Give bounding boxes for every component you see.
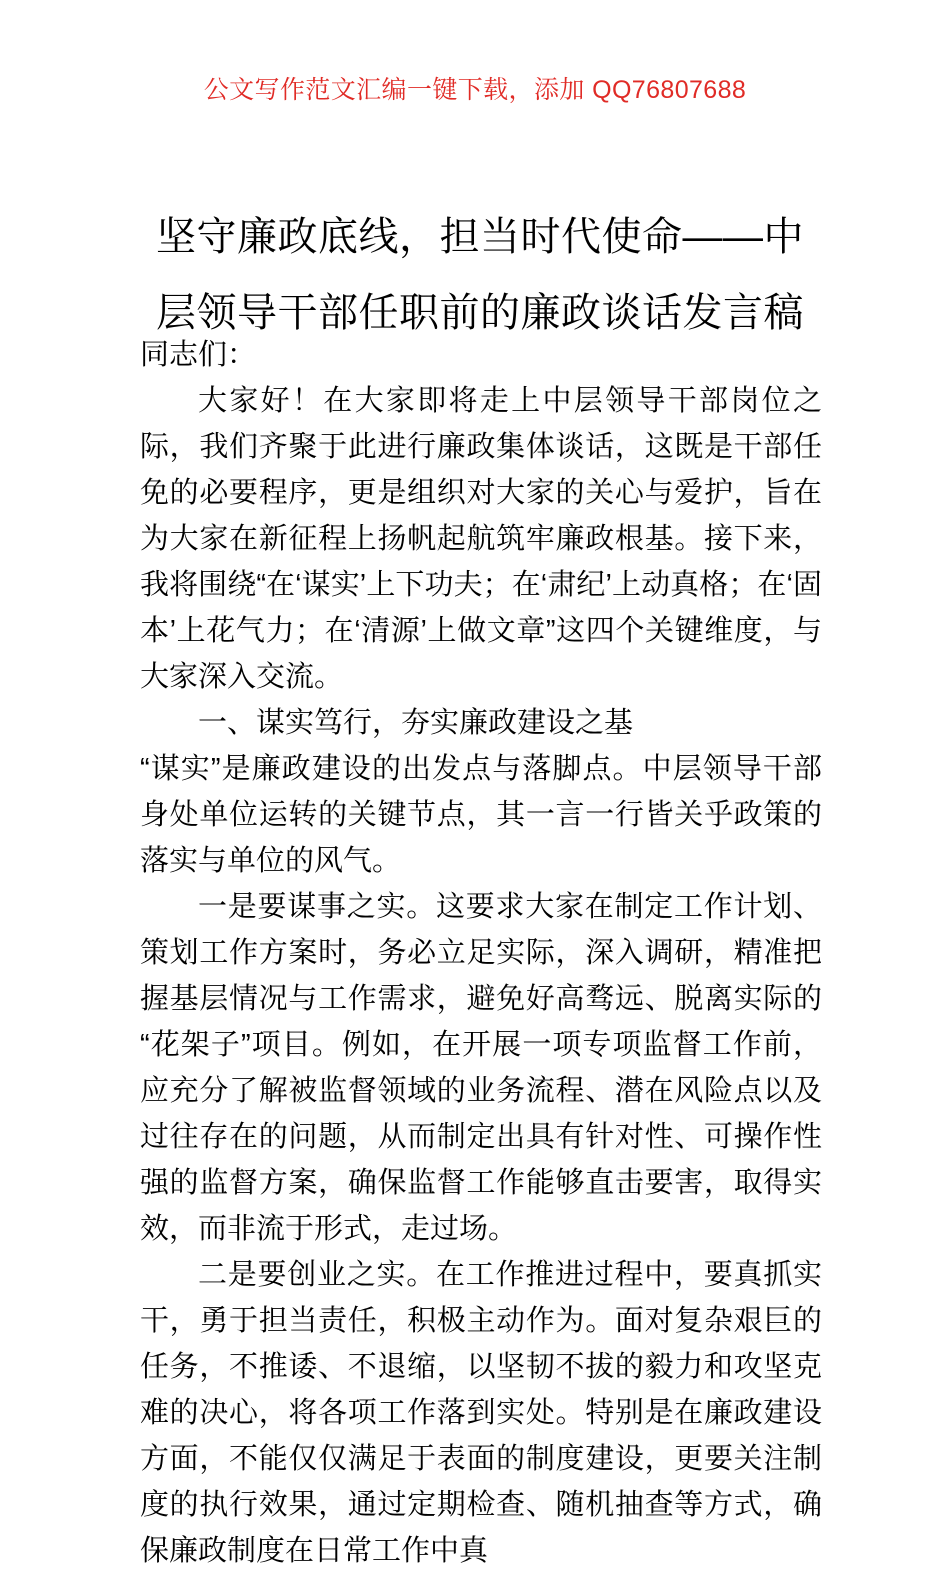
document-body [140, 332, 822, 1574]
section-heading-1: 一、谋实笃行，夯实廉政建设之基 [198, 707, 634, 739]
paragraph-point-2: 二是要创业之实。在工作推进过程中，要真抓实干，勇于担当责任，积极主动作为。面对复杂艰巨的任务，不推诿、不退缩，以坚韧不拔的毅力和攻坚克难的决心，将各项工作落到实处。特别是在廉政建设方面，不能仅仅满足于表面的制度建设，更要关注制度的执行效果，通过定期检查、随机抽查等方式，确保廉政制度在日常工作中真 [140, 1259, 822, 1567]
salutation: 同志们： [140, 339, 257, 371]
paragraph-opening: 大家好！在大家即将走上中层领导干部岗位之际，我们齐聚于此进行廉政集体谈话，这既是干部任免的必要程序，更是组织对大家的关心与爱护，旨在为大家在新征程上扬帆起航筑牢廉政根基。接下来，我将围绕“在‘谋实’上下功夫；在‘肃纪’上动真格；在‘固本’上花气力；在‘清源’上做文章”这四个关键维度，与大家深入交流。 [140, 385, 822, 693]
promo-text: 公文写作范文汇编一键下载，添加 QQ76807688 [203, 76, 747, 104]
paragraph-section-1-intro: “谋实”是廉政建设的出发点与落脚点。中层领导干部身处单位运转的关键节点，其一言一行皆关乎政策的落实与单位的风气。 [140, 753, 822, 877]
promo-banner [0, 78, 950, 103]
page-title: 坚守廉政底线，担当时代使命——中层领导干部任职前的廉政谈话发言稿 [156, 214, 804, 335]
paragraph-point-1: 一是要谋事之实。这要求大家在制定工作计划、策划工作方案时，务必立足实际，深入调研，精准把握基层情况与工作需求，避免好高骛远、脱离实际的“花架子”项目。例如，在开展一项专项监督工作前，应充分了解被监督领域的业务流程、潜在风险点以及过往存在的问题，从而制定出具有针对性、可操作性强的监督方案，确保监督工作能够直击要害，取得实效，而非流于形式，走过场。 [140, 891, 822, 1245]
